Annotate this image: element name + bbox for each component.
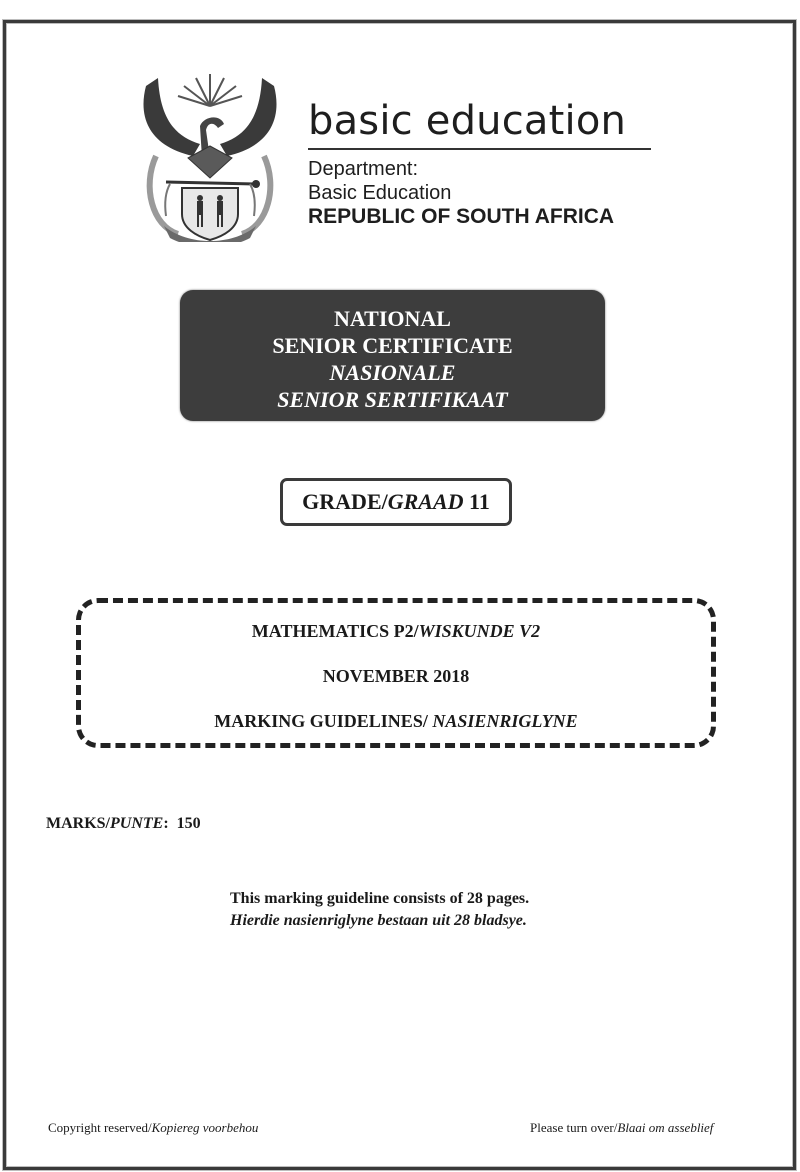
document-type (81, 711, 711, 732)
certificate-line-1: NATIONAL (334, 306, 451, 331)
grade-badge (280, 478, 512, 526)
marks-label-en: MARKS/ (46, 815, 110, 832)
subject-title-en: MATHEMATICS P2/ (251, 621, 419, 641)
page-count-en: This marking guideline consists of 28 pages. (230, 890, 530, 907)
total-marks (46, 815, 201, 833)
turn-over-af: Blaai om asseblief (617, 1120, 714, 1135)
page-count-af: Hierdie nasienriglyne bestaan uit 28 bladsye. (230, 912, 527, 929)
brand-block (308, 96, 653, 229)
exam-session: NOVEMBER 2018 (322, 666, 470, 686)
brand-title: basic education (308, 98, 627, 144)
brand-divider (308, 148, 651, 150)
country-name: REPUBLIC OF SOUTH AFRICA (308, 205, 615, 228)
marks-label-af: PUNTE (110, 815, 164, 832)
turn-over-en: Please turn over/ (530, 1120, 618, 1135)
department-name: Basic Education (308, 182, 452, 204)
coat-of-arms-icon (138, 66, 282, 242)
document-type-en: MARKING GUIDELINES/ (214, 711, 433, 731)
subject-box (76, 598, 716, 748)
page-count-note (230, 888, 529, 932)
department-label: Department: (308, 158, 419, 180)
subject-title-af: WISKUNDE V2 (418, 621, 541, 641)
certificate-line-2: SENIOR CERTIFICATE (272, 333, 513, 358)
grade-value: 11 (469, 489, 490, 514)
footer-turn-over (530, 1120, 713, 1136)
certificate-banner (180, 290, 605, 421)
document-type-af: NASIENRIGLYNE (432, 711, 578, 731)
copyright-en: Copyright reserved/ (48, 1120, 152, 1135)
grade-label-en: GRADE/ (302, 489, 388, 514)
subject-title (81, 621, 711, 642)
grade-label-af: GRAAD (387, 489, 464, 514)
marks-separator: : (163, 815, 177, 832)
certificate-line-3: NASIONALE (329, 360, 456, 385)
marks-value: 150 (176, 815, 201, 832)
certificate-line-4: SENIOR SERTIFIKAAT (277, 387, 508, 412)
copyright-af: Kopiereg voorbehou (151, 1120, 259, 1135)
footer-copyright (48, 1120, 258, 1136)
